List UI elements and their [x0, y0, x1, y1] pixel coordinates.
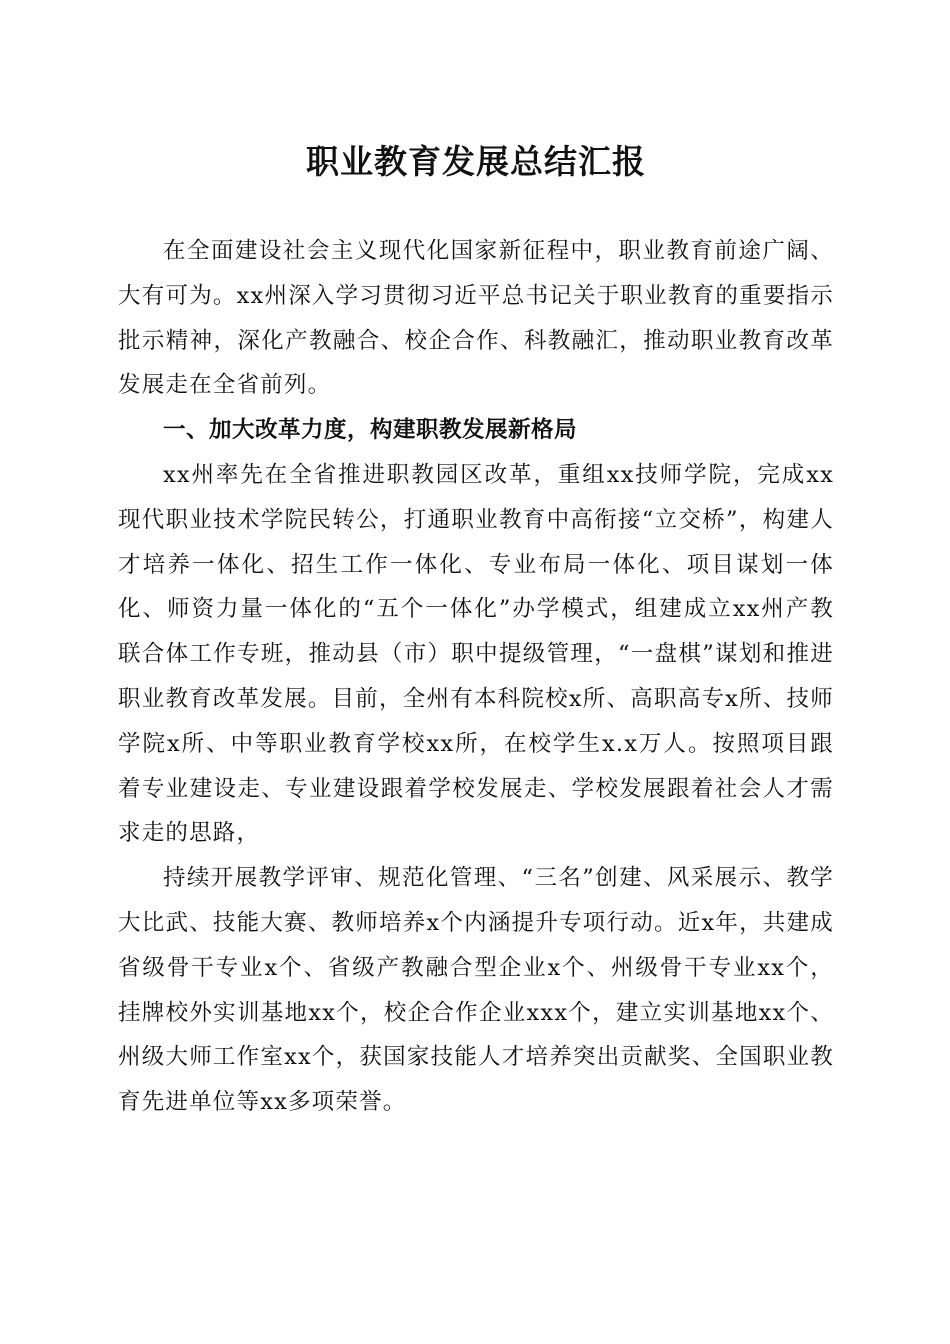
section-heading-1: 一、加大改革力度，构建职教发展新格局	[163, 417, 578, 444]
document-title: 职业教育发展总结汇报	[306, 142, 646, 181]
intro-paragraph: 在全面建设社会主义现代化国家新征程中，职业教育前途广阔、大有可为。xx州深入学习贯彻习近平总书记关于职业教育的重要指示批示精神，深化产教融合、校企合作、科教融汇，推动职业教育改革发展走在全省前列。	[118, 238, 834, 399]
section-1-paragraph-2: 持续开展教学评审、规范化管理、“三名”创建、风采展示、教学大比武、技能大赛、教师培养x个内涵提升专项行动。近x年，共建成省级骨干专业x个、省级产教融合型企业x个、州级骨干专业xx个，挂牌校外实训基地xx个，校企合作企业xxx个，建立实训基地xx个、州级大师工作室xx个，获国家技能人才培养突出贡献奖、全国职业教育先进单位等xx多项荣誉。	[118, 865, 834, 1116]
document-body	[118, 229, 834, 1125]
section-1-paragraph-1: xx州率先在全省推进职教园区改革，重组xx技师学院，完成xx现代职业技术学院民转公，打通职业教育中高衔接“立交桥”，构建人才培养一体化、招生工作一体化、专业布局一体化、项目谋划一体化、师资力量一体化的“五个一体化”办学模式，组建成立xx州产教联合体工作专班，推动县（市）职中提级管理，“一盘棋”谋划和推进职业教育改革发展。目前，全州有本科院校x所、高职高专x所、技师学院x所、中等职业教育学校xx所，在校学生x.x万人。按照项目跟着专业建设走、专业建设跟着学校发展走、学校发展跟着社会人才需求走的思路，	[118, 461, 834, 847]
